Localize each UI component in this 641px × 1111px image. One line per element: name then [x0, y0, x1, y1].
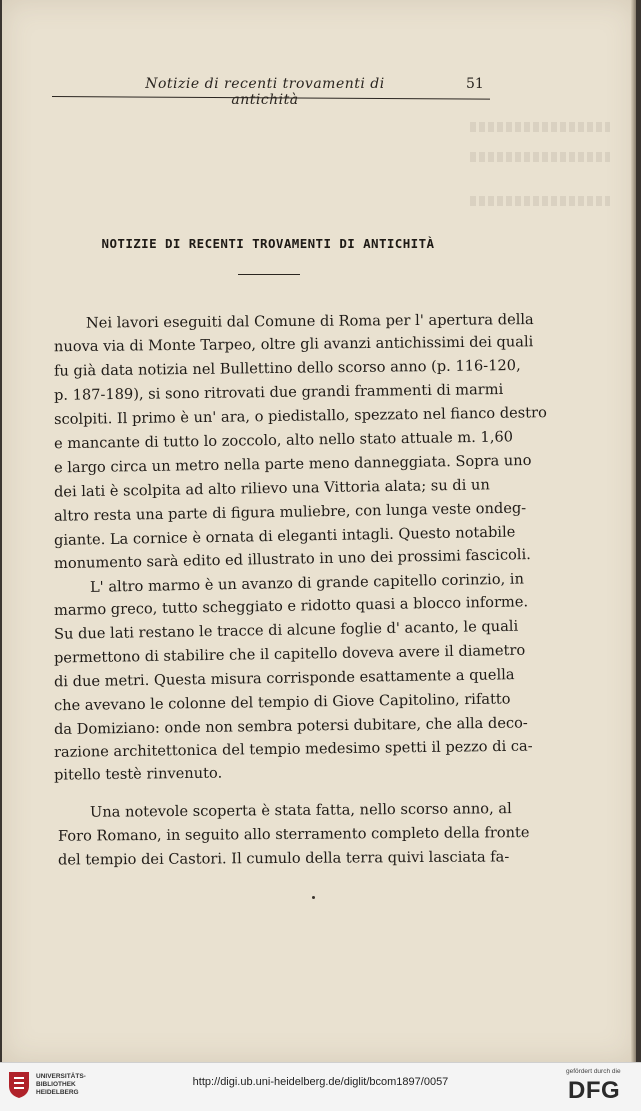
source-url-link[interactable]: http://digi.ub.uni-heidelberg.de/diglit/bcom1897/0057	[192, 1076, 449, 1088]
text-line: e mancante di tutto lo zoccolo, alto nello stato attuale m. 1,60	[53, 428, 514, 453]
text-line: scolpiti. Il primo è un' ara, o piedistallo, spezzato nel fianco destro	[53, 404, 547, 429]
running-header-title: Notizie di recenti trovamenti di antichità	[145, 76, 385, 108]
dfg-logo: DFG	[568, 1077, 621, 1104]
bleed-through-text	[470, 122, 610, 132]
bleed-through-text	[470, 152, 610, 162]
bleed-through-text	[470, 196, 610, 206]
text-line: Su due lati restano le tracce di alcune foglie d' acanto, le quali	[53, 617, 519, 643]
library-name-line: UNIVERSITÄTS-	[36, 1073, 86, 1080]
ink-speck	[312, 896, 315, 899]
library-name-line: HEIDELBERG	[36, 1089, 79, 1096]
text-line: del tempio dei Castori. Il cumulo della terra quivi lasciata fa-	[57, 848, 510, 869]
text-line: Nei lavori eseguiti dal Comune di Roma per l' apertura della	[85, 311, 534, 332]
funding-label: gefördert durch die	[566, 1068, 621, 1075]
text-line: pitello testè rinvenuto.	[53, 764, 223, 784]
page-number: 51	[466, 76, 484, 92]
text-line: giante. La cornice è ornata di eleganti intagli. Questo notabile	[53, 523, 516, 549]
title-rule	[238, 274, 300, 275]
text-line: Foro Romano, in seguito allo sterramento completo della fronte	[57, 824, 530, 845]
text-line: che avevano le colonne del tempio di Giove Capitolino, rifatto	[53, 690, 511, 715]
library-name-line: BIBLIOTHEK	[36, 1081, 76, 1088]
text-line: e largo circa un metro nella parte meno danneggiata. Sopra uno	[53, 451, 532, 477]
text-line: fu già data notizia nel Bullettino dello scorso anno (p. 116-120,	[53, 356, 521, 380]
text-line: nuova via di Monte Tarpeo, oltre gli avanzi antichissimi dei quali	[53, 333, 534, 356]
article-title: NOTIZIE DI RECENTI TROVAMENTI DI ANTICHITÀ	[101, 236, 435, 251]
page-edge-shadow	[631, 0, 636, 1062]
text-line: permettono di stabilire che il capitello doveva avere il diametro	[53, 641, 526, 667]
text-line: altro resta una parte di figura muliebre, con lunga veste ondeg-	[53, 499, 527, 525]
text-line: monumento sarà edito ed illustrato in uno dei prossimi fascicoli.	[53, 546, 531, 573]
text-line: marmo greco, tutto scheggiato e ridotto quasi a blocco informe.	[53, 593, 529, 619]
text-line: L' altro marmo è un avanzo di grande capitello corinzio, in	[89, 570, 525, 596]
text-line: da Domiziano: onde non sembra potersi dubitare, che alla deco-	[53, 714, 528, 739]
text-line: p. 187-189), si sono ritrovati due grandi frammenti di marmi	[53, 380, 504, 404]
text-line: dei lati è scolpita ad alto rilievo una Vittoria alata; su di un	[53, 476, 490, 501]
text-line: di due metri. Questa misura corrisponde esattamente a quella	[53, 666, 515, 691]
text-line: razione architettonica del tempio medesimo spetti il pezzo di ca-	[53, 737, 533, 761]
text-line: Una notevole scoperta è stata fatta, nello scorso anno, al	[89, 800, 512, 821]
